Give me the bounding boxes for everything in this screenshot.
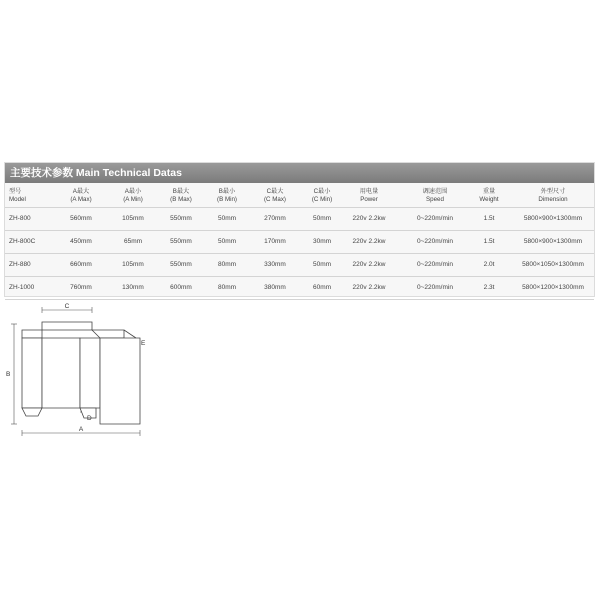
table-cell: 0~220m/min: [417, 284, 453, 291]
column-header-zh: C最大: [266, 188, 284, 195]
table-cell: ZH-880: [9, 261, 31, 268]
column-header-zh: 用电量: [359, 188, 379, 195]
table-cell: 50mm: [312, 215, 332, 222]
column-header: [339, 188, 399, 203]
table-cell: 550mm: [170, 215, 192, 222]
panel-side: [80, 338, 100, 408]
label-e: E: [141, 340, 146, 347]
table-header-row: [5, 186, 594, 208]
table-cell: 5800×1200×1300mm: [522, 284, 584, 291]
column-header: [51, 188, 111, 203]
column-header-en: Power: [360, 195, 378, 203]
table-cell: 550mm: [170, 261, 192, 268]
table-cell: 0~220m/min: [417, 215, 453, 222]
table-cell: 5800×900×1300mm: [523, 215, 583, 222]
column-header-zh: B最大: [172, 188, 190, 195]
column-header-en: (C Max): [264, 195, 286, 203]
table-cell: 270mm: [264, 215, 286, 222]
column-header-zh: B最小: [218, 188, 236, 195]
column-header-en: (B Min): [217, 195, 237, 203]
table-cell: 660mm: [70, 261, 92, 268]
spec-table: [5, 186, 594, 300]
table-cell: 50mm: [217, 215, 237, 222]
table-cell: 600mm: [170, 284, 192, 291]
column-header-en: (A Min): [123, 195, 143, 203]
column-header-en: Dimension: [538, 195, 568, 203]
table-row: [5, 277, 594, 300]
column-header-zh: 外型尺寸: [540, 188, 566, 195]
table-cell: 220v 2.2kw: [352, 215, 386, 222]
column-header-en: Model: [9, 195, 26, 203]
column-header-zh: 调速范围: [422, 188, 448, 195]
table-cell: ZH-1000: [9, 284, 35, 291]
table-cell: 80mm: [217, 261, 237, 268]
table-cell: 450mm: [70, 238, 92, 245]
column-header: [9, 188, 49, 203]
table-cell: 380mm: [264, 284, 286, 291]
column-header-en: (B Max): [170, 195, 192, 203]
panel-left: [22, 338, 42, 408]
panel-back: [100, 338, 140, 424]
label-c: C: [64, 303, 70, 310]
panel-title: 主要技术参数 Main Technical Datas: [5, 163, 594, 183]
table-row: [5, 208, 594, 231]
column-header-en: (C Min): [311, 195, 333, 203]
table-cell: 560mm: [70, 215, 92, 222]
table-cell: 0~220m/min: [417, 261, 453, 268]
table-cell: 1.5t: [483, 238, 495, 245]
table-cell: 220v 2.2kw: [352, 284, 386, 291]
table-cell: 2.3t: [483, 284, 495, 291]
glue-tab: [124, 330, 136, 338]
box-net: [22, 322, 140, 424]
table-cell: 5800×1050×1300mm: [522, 261, 584, 268]
table-cell: 2.0t: [483, 261, 495, 268]
top-flap-left: [22, 330, 42, 338]
table-cell: 170mm: [264, 238, 286, 245]
top-flap-c: [42, 322, 92, 330]
table-cell: 65mm: [123, 238, 143, 245]
label-b: B: [6, 371, 11, 378]
column-header-zh: 型号: [9, 188, 22, 195]
column-header: [405, 188, 465, 203]
table-cell: 5800×900×1300mm: [523, 238, 583, 245]
table-cell: 80mm: [217, 284, 237, 291]
table-cell: 50mm: [217, 238, 237, 245]
table-cell: 130mm: [122, 284, 144, 291]
column-header-zh: 重量: [482, 188, 496, 195]
column-header: [459, 188, 519, 203]
table-cell: ZH-800: [9, 215, 31, 222]
column-header-en: Weight: [479, 195, 499, 203]
column-header-zh: A最小: [124, 188, 142, 195]
spec-panel: [4, 162, 595, 297]
table-cell: 50mm: [312, 261, 332, 268]
table-cell: 105mm: [122, 261, 144, 268]
column-header: [523, 188, 583, 203]
table-cell: 0~220m/min: [417, 238, 453, 245]
table-cell: 550mm: [170, 238, 192, 245]
label-d: D: [87, 415, 92, 422]
table-cell: 105mm: [122, 215, 144, 222]
column-header-zh: C最小: [313, 188, 331, 195]
panel-front: [42, 338, 80, 408]
column-header-zh: A最大: [72, 188, 90, 195]
table-cell: 760mm: [70, 284, 92, 291]
table-cell: 30mm: [312, 238, 332, 245]
table-row: [5, 254, 594, 277]
column-header-en: (A Max): [70, 195, 92, 203]
top-flap-right: [92, 330, 124, 338]
bottom-flap-left: [22, 408, 42, 416]
table-cell: 220v 2.2kw: [352, 238, 386, 245]
box-diagram: [0, 300, 160, 440]
table-cell: 220v 2.2kw: [352, 261, 386, 268]
table-cell: 60mm: [312, 284, 332, 291]
table-row: [5, 231, 594, 254]
table-cell: 330mm: [264, 261, 286, 268]
column-header-en: Speed: [426, 195, 444, 203]
table-cell: ZH-800C: [9, 238, 36, 245]
table-cell: 1.5t: [483, 215, 495, 222]
label-a: A: [78, 426, 84, 433]
